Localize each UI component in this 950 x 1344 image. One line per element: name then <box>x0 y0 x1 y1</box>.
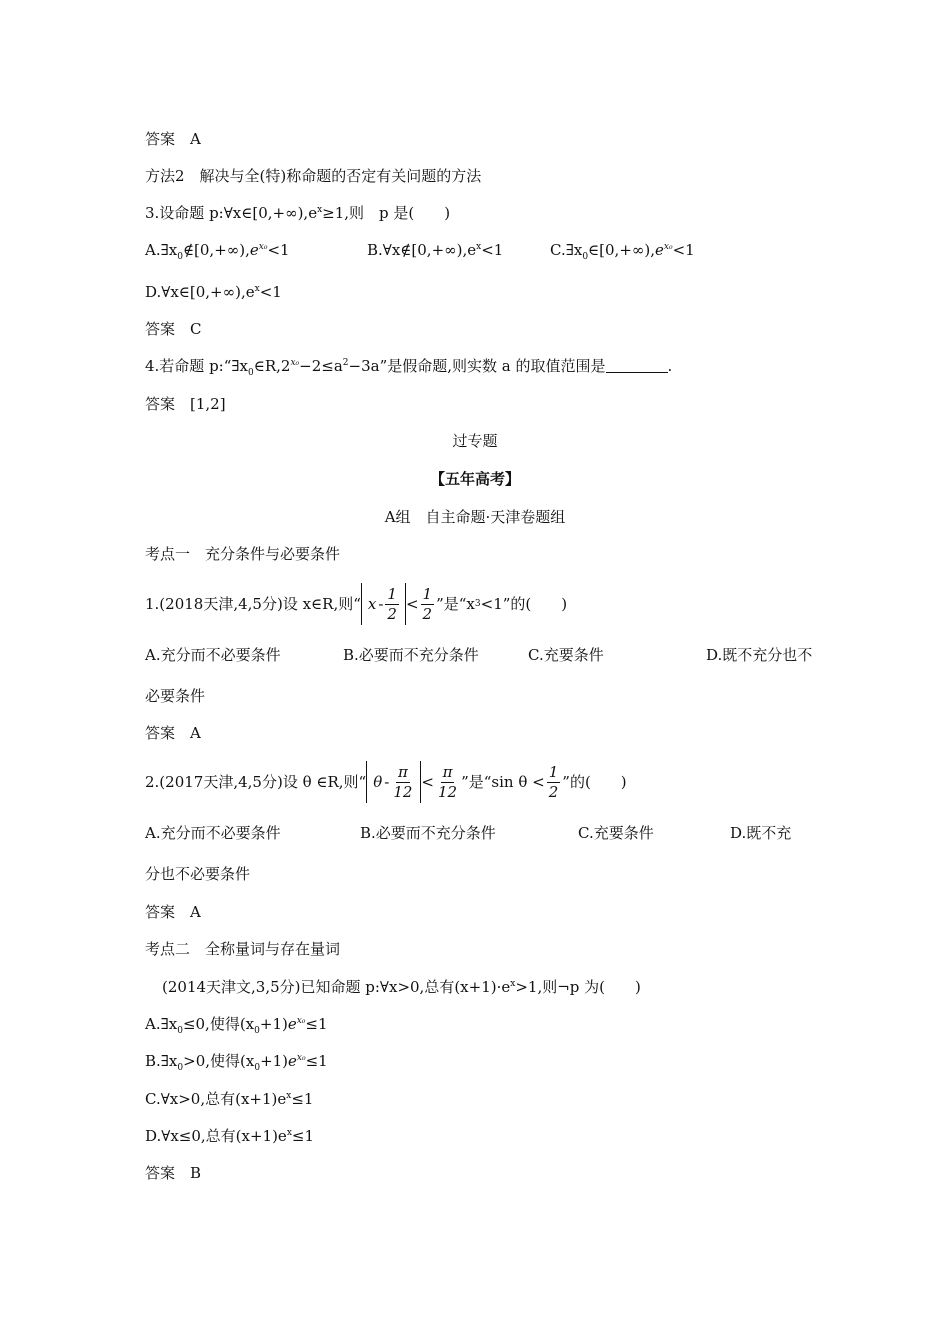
q2-option-c: C.充要条件 <box>578 824 654 842</box>
q1-option-d: D.既不充分也不 <box>706 646 813 664</box>
q3-option-d: $D.\forall x\in[0,+\infty),e^x<1$ <box>145 283 282 301</box>
q5-option-b: $B.\exists x_0>0$,使得$(x_0+1)e^{x_0}\le 1$ <box>145 1052 328 1073</box>
q2-option-b: B.必要而不充分条件 <box>360 824 496 842</box>
q3-option-b: $B.\forall x\notin[0,+\infty),e^x<1$ <box>367 241 504 259</box>
question-3: 3.设命题 $p:\forall x\in[0,+\infty),e^x\ge 1$,则 p 是( ) <box>145 204 451 222</box>
q5-option-a: $A.\exists x_0\le 0$,使得$(x_0+1)e^{x_0}\le 1$ <box>145 1015 328 1036</box>
answer-q3: 答案 C <box>145 320 202 338</box>
q2-option-d: D.既不充 <box>730 824 792 842</box>
answer-q1: 答案 A <box>145 724 201 742</box>
q1-option-a: A.充分而不必要条件 <box>145 646 281 664</box>
answer-top: 答案 A <box>145 130 201 148</box>
answer-q4: 答案 [1,2] <box>145 395 226 413</box>
q3-option-a: $A.\exists x_0\notin[0,+\infty),e^{x_0}<1$ <box>145 241 290 262</box>
question-1: 1.(2018天津,4,5分)设 x∈R,则“ x - $\frac{1}{2}$ < $\frac{1}{2}$ ”是“x 3 <1”的( ) <box>145 582 567 626</box>
knowledge-point-2: 考点二 全称量词与存在量词 <box>145 940 341 958</box>
q2-abs-expression: θ - $\frac{\pi}{12}$ < $\frac{\pi}{12}$ <box>366 760 461 804</box>
answer-blank <box>606 358 668 373</box>
question-5: (2014天津文,3,5分)已知命题 p:∀x>0,总有$(x+1)\cdot e^x>1$,则¬p 为( ) <box>162 978 641 996</box>
question-2: 2.(2017天津,4,5分)设 θ ∈R,则“ θ - $\frac{\pi}{12}$ < $\frac{\pi}{12}$ ”是“sin θ < $\frac{1}{2}$ ”的( ) <box>145 760 627 804</box>
q5-option-c: C.∀x>0,总有$(x+1)e^x\le 1$ <box>145 1090 314 1108</box>
q1-abs-expression: x - $\frac{1}{2}$ < $\frac{1}{2}$ <box>361 582 436 626</box>
five-year-heading: 【五年高考】 <box>429 470 520 488</box>
section-title: 过专题 <box>452 432 498 450</box>
q1-option-d-continued: 必要条件 <box>145 687 206 705</box>
method-2-heading: 方法2 解决与全(特)称命题的否定有关问题的方法 <box>145 167 482 185</box>
q1-option-b: B.必要而不充分条件 <box>343 646 479 664</box>
knowledge-point-1: 考点一 充分条件与必要条件 <box>145 545 341 563</box>
answer-q2: 答案 A <box>145 903 201 921</box>
group-a-heading: A组 自主命题·天津卷题组 <box>384 508 566 526</box>
q1-option-c: C.充要条件 <box>528 646 604 664</box>
q5-option-d: D.∀x≤0,总有$(x+1)e^x\le 1$ <box>145 1127 315 1145</box>
question-4: 4.若命题 $p:“\exists x_0\in R,2^{x_0}-2\le a^2-3a$”是假命题,则实数 a 的取值范围是 . <box>145 357 673 378</box>
q2-option-d-continued: 分也不必要条件 <box>145 865 251 883</box>
q2-option-a: A.充分而不必要条件 <box>145 824 281 842</box>
answer-q5: 答案 B <box>145 1164 202 1182</box>
q3-option-c: $C.\exists x_0\in[0,+\infty),e^{x_0}<1$ <box>550 241 695 262</box>
